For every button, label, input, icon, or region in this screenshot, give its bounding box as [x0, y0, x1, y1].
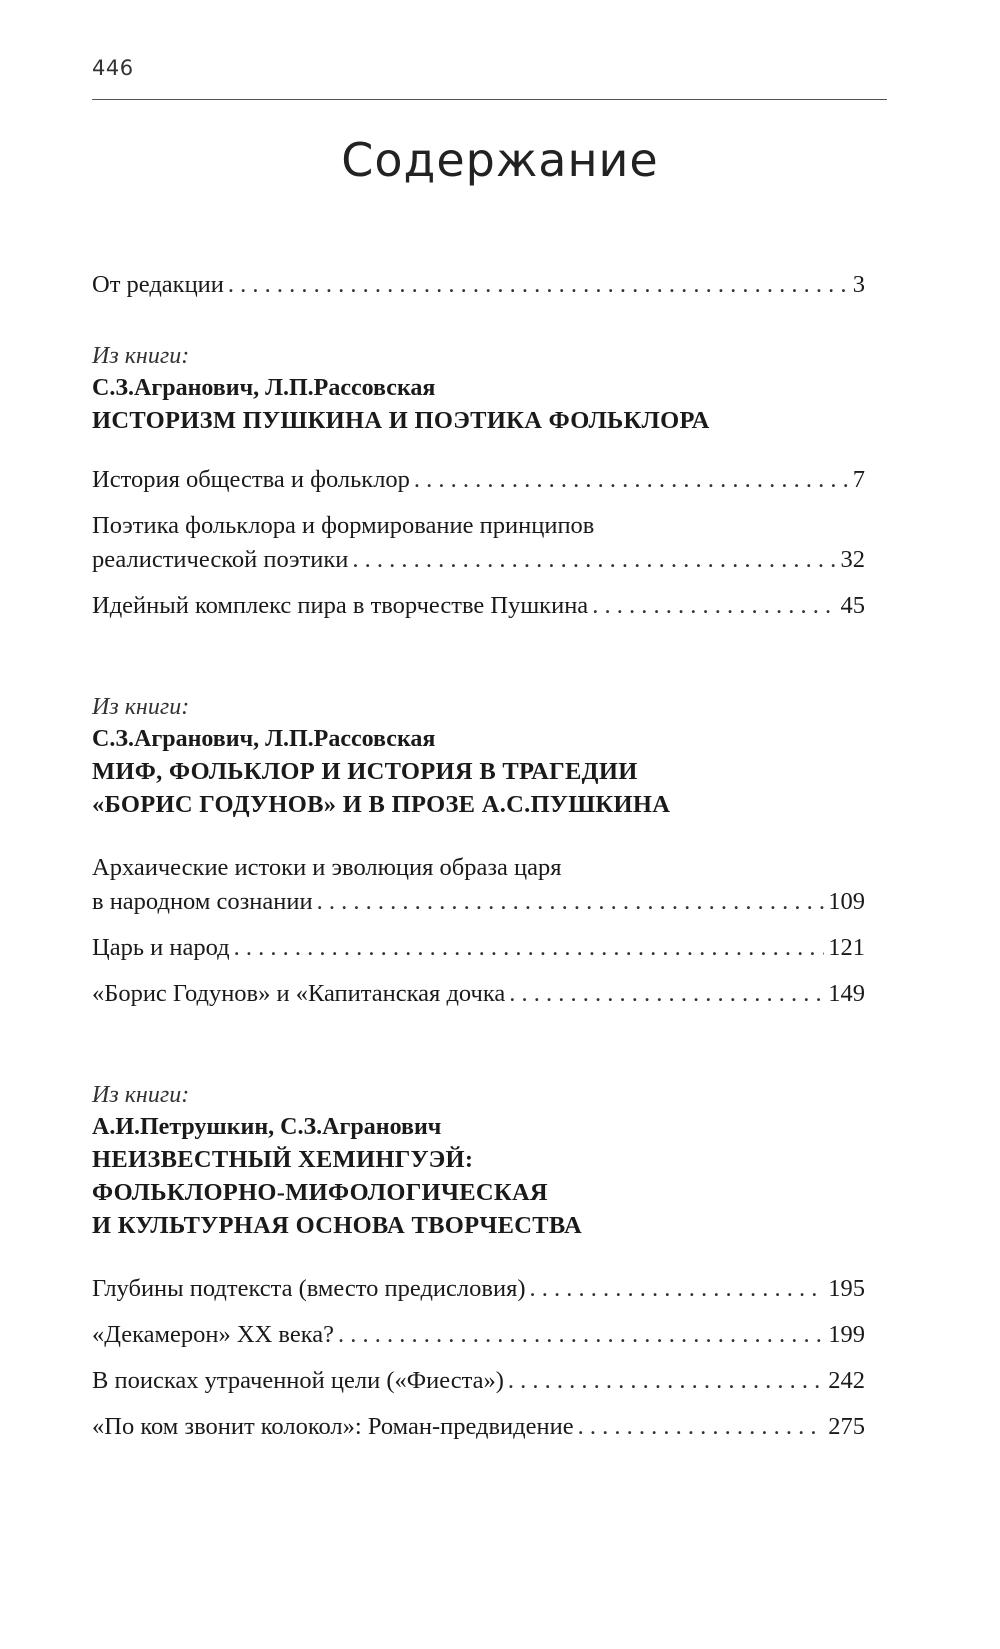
toc-entry[interactable] [92, 1272, 865, 1306]
toc-entry[interactable] [92, 851, 865, 919]
toc-entry-label: От редакции [92, 271, 224, 298]
toc-entry[interactable] [92, 931, 865, 965]
toc-entry-page: 121 [828, 934, 865, 961]
header-divider [92, 99, 887, 100]
toc-entry-page: 109 [828, 888, 865, 915]
toc-entry-label: реалистической поэтики [92, 546, 349, 573]
leader-dots [317, 885, 825, 919]
toc-entry-page: 195 [828, 1275, 865, 1302]
toc-entry-label: в народном сознании [92, 888, 313, 915]
toc-entry-page: 149 [828, 980, 865, 1007]
section-book-title: ФОЛЬКЛОРНО-МИФОЛОГИЧЕСКАЯ [92, 1179, 548, 1206]
leader-dots [338, 1318, 824, 1352]
leader-dots [592, 589, 836, 623]
leader-dots [234, 931, 825, 965]
toc-entry[interactable] [92, 1410, 865, 1444]
leader-dots [578, 1410, 825, 1444]
toc-entry[interactable] [92, 589, 865, 623]
toc-entry-label: «Борис Годунов» и «Капитанская дочка [92, 980, 506, 1007]
toc-entry[interactable] [92, 1318, 865, 1352]
section-book-title: МИФ, ФОЛЬКЛОР И ИСТОРИЯ В ТРАГЕДИИ [92, 758, 638, 785]
page-header [92, 56, 887, 80]
toc-entry-intro[interactable] [92, 268, 865, 302]
toc-entry-page: 45 [840, 592, 865, 619]
table-of-contents [92, 268, 865, 1444]
leader-dots [508, 1364, 824, 1398]
toc-entry-page: 7 [852, 466, 865, 493]
toc-entry-page: 32 [840, 546, 865, 573]
section-source-label: Из книги: [92, 1082, 190, 1108]
toc-entry[interactable] [92, 1364, 865, 1398]
toc-entry-label: Царь и народ [92, 934, 230, 961]
toc-entry-label-line1: Архаические истоки и эволюция образа царя [92, 854, 562, 881]
toc-entry-page: 199 [828, 1321, 865, 1348]
leader-dots [509, 977, 824, 1011]
section-authors: С.З.Агранович, Л.П.Рассовская [92, 375, 436, 401]
page-title: Содержание [341, 133, 659, 187]
leader-dots [352, 543, 836, 577]
toc-entry-label: Глубины подтекста (вместо предисловия) [92, 1275, 526, 1302]
toc-entry[interactable] [92, 509, 865, 577]
toc-entry-page: 242 [828, 1367, 865, 1394]
toc-entry-label: «По ком звонит колокол»: Роман-предвидение [92, 1413, 574, 1440]
section-source-label: Из книги: [92, 343, 190, 369]
leader-dots [414, 463, 849, 497]
section-book-title: И КУЛЬТУРНАЯ ОСНОВА ТВОРЧЕСТВА [92, 1212, 583, 1239]
toc-entry[interactable] [92, 977, 865, 1011]
toc-entry-label: Идейный комплекс пира в творчестве Пушкина [92, 592, 589, 619]
section-authors: А.И.Петрушкин, С.З.Агранович [92, 1114, 442, 1140]
section-book-title: ИСТОРИЗМ ПУШКИНА И ПОЭТИКА ФОЛЬКЛОРА [92, 407, 710, 434]
toc-entry-page: 275 [828, 1413, 865, 1440]
toc-entry-page: 3 [852, 271, 865, 298]
toc-entry-label: В поисках утраченной цели («Фиеста») [92, 1367, 504, 1394]
page-number: 446 [92, 56, 134, 80]
toc-section-2 [92, 691, 865, 1011]
toc-entry[interactable] [92, 463, 865, 497]
toc-section-3 [92, 1079, 865, 1444]
toc-section-1 [92, 340, 865, 623]
toc-entry-label-line1: Поэтика фольклора и формирование принципов [92, 512, 595, 539]
section-source-label: Из книги: [92, 694, 190, 720]
leader-dots [228, 268, 849, 302]
toc-entry-label: История общества и фольклор [92, 466, 410, 493]
section-book-title: «БОРИС ГОДУНОВ» И В ПРОЗЕ А.С.ПУШКИНА [92, 791, 671, 818]
leader-dots [530, 1272, 825, 1306]
toc-entry-label: «Декамерон» XX века? [92, 1321, 334, 1348]
section-authors: С.З.Агранович, Л.П.Рассовская [92, 726, 436, 752]
section-book-title: НЕИЗВЕСТНЫЙ ХЕМИНГУЭЙ: [92, 1146, 474, 1173]
